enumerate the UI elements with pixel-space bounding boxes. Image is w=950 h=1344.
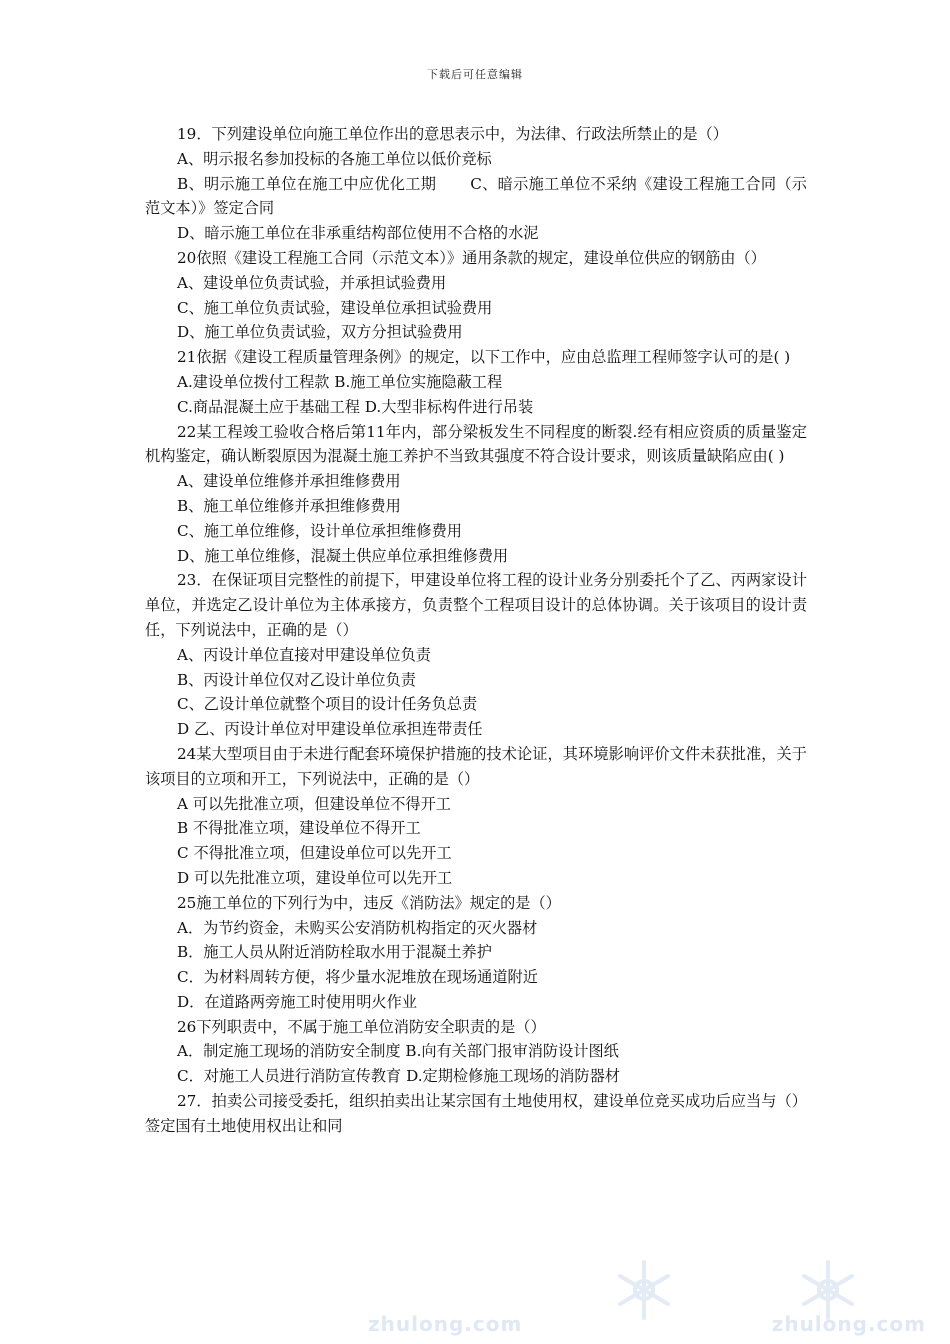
watermark-text: zhulong.com [368, 1312, 523, 1336]
question-19-option-a: A、明示报名参加投标的各施工单位以低价竞标 [177, 149, 492, 168]
question-22-option-d: D、施工单位维修，混凝土供应单位承担维修费用 [177, 546, 509, 565]
question-24-option-b: B 不得批准立项，建设单位不得开工 [177, 819, 421, 838]
question-22-option-a: A、建设单位维修并承担维修费用 [177, 472, 401, 491]
question-25-stem: 25施工单位的下列行为中，违反《消防法》规定的是（） [177, 893, 561, 912]
question-24-option-a: A 可以先批准立项，但建设单位不得开工 [177, 794, 451, 813]
question-20-option-d: D、施工单位负责试验，双方分担试验费用 [177, 323, 463, 342]
question-19-option-b: B、明示施工单位在施工中应优化工期 [177, 174, 437, 193]
question-19-stem: 19．下列建设单位向施工单位作出的意思表示中，为法律、行政法所禁止的是（） [177, 125, 728, 143]
question-22-option-b: B、施工单位维修并承担维修费用 [177, 496, 401, 515]
question-24-stem: 24某大型项目由于未进行配套环境保护措施的技术论证，其环境影响评价文件未获批准，关于该项目的立项和开工，下列说法中，正确的是（） [145, 744, 807, 788]
question-27-stem: 27．拍卖公司接受委托，组织拍卖出让某宗国有土地使用权，建设单位竞买成功后应当与（）签定国有土地使用权出让和同 [145, 1092, 807, 1135]
question-23-stem: 23．在保证项目完整性的前提下，甲建设单位将工程的设计业务分别委托个了乙、丙两家设计单位，并选定乙设计单位为主体承接方，负责整个工程项目设计的总体协调。关于该项目的设计责任，下列说法中，正确的是（） [145, 571, 807, 639]
question-21-options-ab: A.建设单位拨付工程款 B.施工单位实施隐蔽工程 [177, 372, 503, 391]
question-22-option-c: C、施工单位维修，设计单位承担维修费用 [177, 521, 462, 540]
snowflake-watermark-icon [612, 1258, 676, 1322]
question-26-options-ab: A．制定施工现场的消防安全制度 B.向有关部门报审消防设计图纸 [177, 1042, 619, 1061]
question-26-stem: 26下列职责中，不属于施工单位消防安全职责的是（） [177, 1017, 546, 1036]
question-23-option-c: C、乙设计单位就整个项目的设计任务负总责 [177, 695, 478, 714]
page-header: 下载后可任意编辑 [427, 68, 523, 81]
watermark-text: zhulong.com [771, 1312, 926, 1336]
question-25-option-a: A．为节约资金，未购买公安消防机构指定的灭火器材 [177, 918, 538, 937]
question-20-option-c: C、施工单位负责试验，建设单位承担试验费用 [177, 298, 493, 317]
question-23-option-d: D 乙、丙设计单位对甲建设单位承担连带责任 [177, 720, 483, 739]
question-20-option-a: A、建设单位负责试验，并承担试验费用 [177, 273, 447, 292]
question-23-option-a: A、丙设计单位直接对甲建设单位负责 [177, 645, 431, 664]
question-19-option-c: C、暗示施工单位不采纳《建设工程施工合同（示范文本）》签定合同 [145, 174, 807, 218]
question-24-option-d: D 可以先批准立项，建设单位可以先开工 [177, 868, 453, 887]
question-25-option-d: D．在道路两旁施工时使用明火作业 [177, 992, 417, 1011]
question-20-stem: 20依照《建设工程施工合同（示范文本）》通用条款的规定，建设单位供应的钢筋由（） [177, 248, 766, 267]
question-23-option-b: B、丙设计单位仅对乙设计单位负责 [177, 670, 416, 689]
question-25-option-c: C．为材料周转方便，将少量水泥堆放在现场通道附近 [177, 968, 538, 987]
document-body [145, 122, 807, 1139]
question-21-options-cd: C.商品混凝土应于基础工程 D.大型非标构件进行吊装 [177, 397, 534, 416]
question-25-option-b: B．施工人员从附近消防栓取水用于混凝土养护 [177, 943, 492, 962]
question-19-options-bc [145, 172, 807, 222]
question-22-stem: 22某工程竣工验收合格后第11年内，部分梁板发生不同程度的断裂.经有相应资质的质量鉴定机构鉴定，确认断裂原因为混凝土施工养护不当致其强度不符合设计要求，则该质量缺陷应由( ) [145, 422, 807, 466]
question-24-option-c: C 不得批准立项，但建设单位可以先开工 [177, 844, 452, 863]
question-26-options-cd: C．对施工人员进行消防宣传教育 D.定期检修施工现场的消防器材 [177, 1067, 620, 1086]
question-19-option-d: D、暗示施工单位在非承重结构部位使用不合格的水泥 [177, 224, 539, 243]
question-21-stem: 21依据《建设工程质量管理条例》的规定，以下工作中，应由总监理工程师签字认可的是( ) [177, 348, 791, 367]
